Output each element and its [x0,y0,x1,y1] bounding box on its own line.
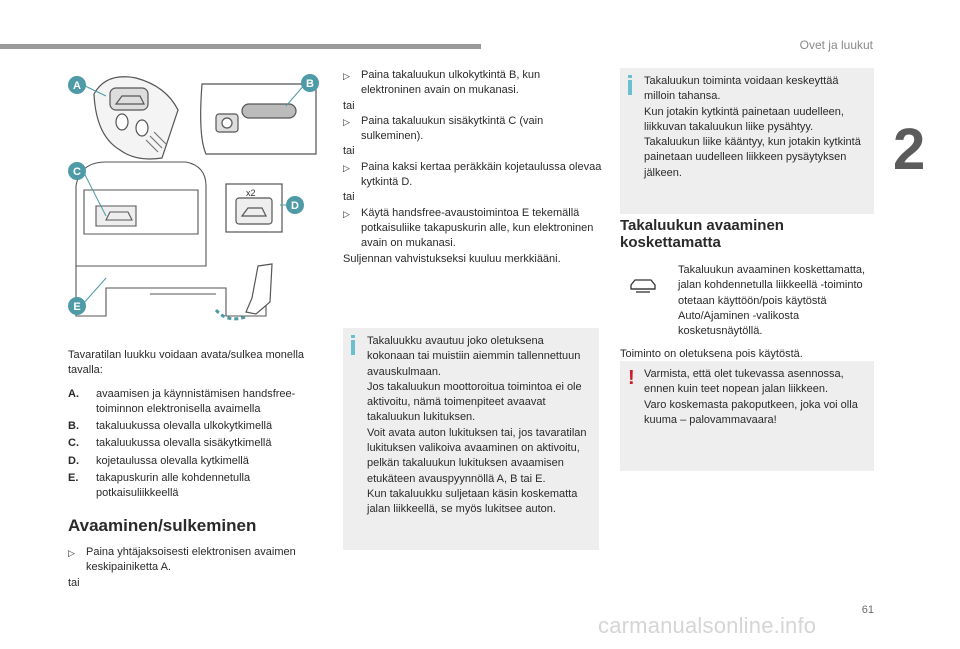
warning-icon: ! [628,367,635,389]
car-sensor-icon [620,263,678,339]
svg-text:x2: x2 [246,188,256,198]
section-hands-free [620,217,875,363]
definition-item: A. avaamisen ja käynnistämisen handsfree-toiminnon elektronisella avaimella [68,387,296,415]
svg-text:A: A [73,80,81,92]
arrow-bullet-icon: ▷ [343,208,350,219]
definition-item: D. kojetaulussa olevalla kytkimellä [68,454,249,467]
column-left [68,348,330,591]
or-text: tai [343,145,355,158]
or-text: tai [343,99,355,112]
definition-item: B. takaluukussa olevalla ulkokytkimellä [68,420,273,433]
intro-text: Tavaratilan luukku voidaan avata/sulkea monella tavalla: [68,349,305,377]
step-item: ▷ Paina takaluukun sisäkytkintä C (vain sulkeminen). [343,114,603,145]
kick-gesture-icon [216,264,272,319]
column-middle [343,68,603,267]
definition-item: C. takaluukussa olevalla sisäkytkimellä [68,437,272,450]
or-text: tai [343,191,355,204]
step-item: ▷ Käytä handsfree-avaustoimintoa E tekemällä potkaisuliike takapuskurin alle, kun elektroninen avain on mukanasi. [343,206,603,252]
arrow-bullet-icon: ▷ [68,547,75,558]
info-box [343,328,599,550]
section-heading: Takaluukun avaaminen koskettamatta [620,217,784,251]
step-item: ▷ Paina takaluukun ulkokytkintä B, kun elektroninen avain on mukanasi. [343,68,603,99]
info-box [620,68,874,214]
dashboard-switch-icon [226,184,282,232]
svg-text:D: D [291,200,299,212]
callout-label-d [286,196,304,214]
section-heading: Avaaminen/sulkeminen [68,515,257,535]
warning-text: Varmista, että olet tukevassa asennossa, ennen kuin teet nopean jalan liikkeen. Varo koskemasta pakoputkeen, joka voi olla kuuma – palovammavaara! [644,368,858,426]
step-item: ▷ Paina yhtäjaksoisesti elektronisen avaimen keskipainiketta A. [68,545,330,576]
warning-box [620,361,874,471]
key-fob-icon [94,77,178,159]
or-text: tai [68,576,80,589]
arrow-bullet-icon: ▷ [343,116,350,127]
default-off-text: Toiminto on oletuksena pois käytöstä. [620,348,803,361]
arrow-bullet-icon: ▷ [343,162,350,173]
info-text: Takaluukun toiminta voidaan keskeyttää milloin tahansa. Kun jotakin kytkintä painetaan uudelleen, liikkuvan takaluukun liike pysähtyy. Takaluukun liike kääntyy, kun jotakin kytkintä painetaan uudelleen liikkeen pysäytyksen jälkeen. [644,75,861,179]
page-number: 61 [861,604,874,616]
callout-label-e [68,297,86,315]
tailgate-illustration [66,66,326,334]
exterior-switch-icon [201,84,316,154]
sensor-row: Takaluukun avaaminen koskettamatta, jalan kohdennetulla liikkeellä -toiminto otetaan käyttöön/pois käytöstä Auto/Ajaminen -valikosta kosketusnäytöllä. [620,263,875,339]
callout-label-b [301,74,319,92]
callout-label-a [68,76,86,94]
step-item: ▷ Paina kaksi kertaa peräkkäin kojetaulussa olevaa kytkintä D. [343,160,603,191]
section-title: Ovet ja luukut [799,38,873,52]
header-rule [0,44,481,49]
confirmation-text: Suljennan vahvistukseksi kuuluu merkkiääni. [343,252,561,265]
svg-text:B: B [306,78,314,90]
arrow-bullet-icon: ▷ [343,71,350,81]
info-text: Takaluukku avautuu joko oletuksena kokonaan tai muistiin aiemmin tallennettuun avauskulmaan. Jos takaluukun moottoroitua toimintoa ei ole aktivoitu, nämä toimenpiteet avaavat takaluukun lukituksen. Voit avata auton lukituksen tai, jos tavaratilan lukituksen valikoiva avaaminen on aktivoitu, pelkän takaluukun lukituksen avaamisen etukäteen avauspyynnöllä A, B tai E. Kun takaluukku suljetaan käsin koskematta jalan liikkeellä, se myös lukitsee auton. [367,335,587,516]
svg-text:C: C [73,166,81,178]
callout-label-c [68,162,86,180]
definition-list [68,387,330,502]
watermark: carmanualsonline.info [598,613,817,638]
chapter-number: 2 [893,117,926,182]
svg-text:E: E [73,301,81,313]
definition-item: E. takapuskurin alle kohdennetulla potkaisuliikkeellä [68,472,251,500]
